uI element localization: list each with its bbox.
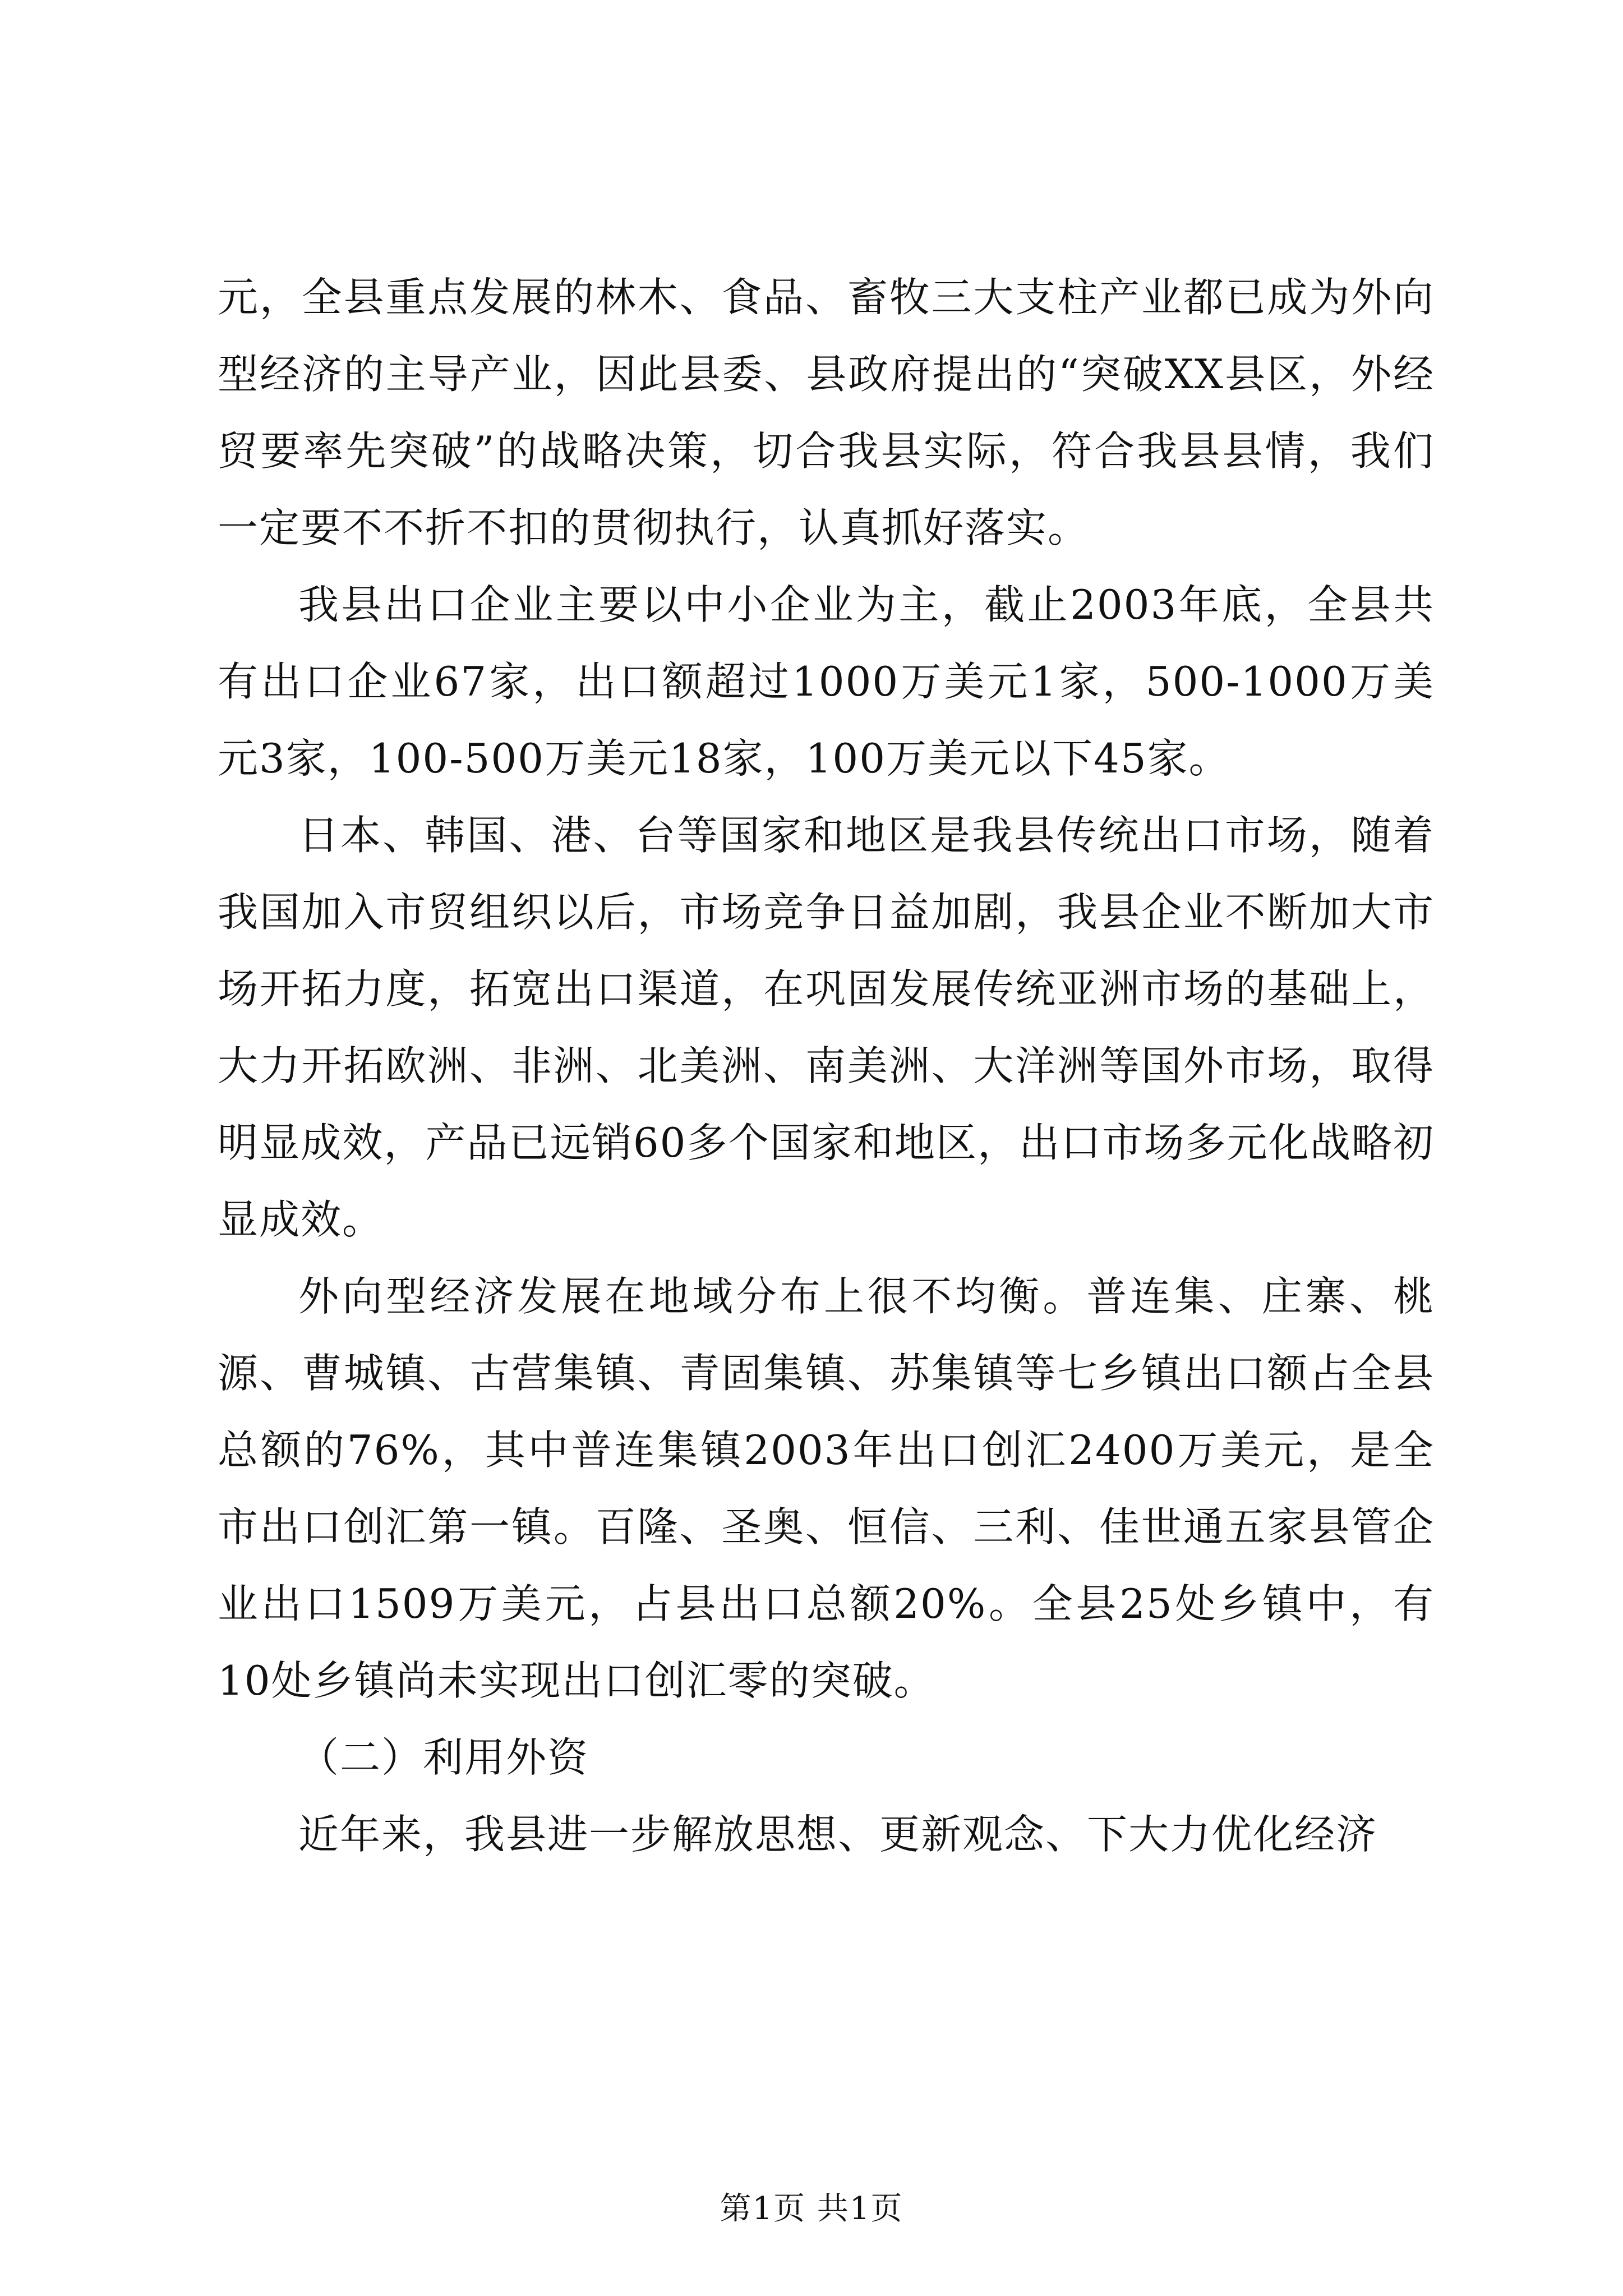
- page-footer: 第1页 共1页: [720, 2191, 903, 2227]
- document-body: [218, 259, 1435, 1873]
- paragraph-regional-distribution: 外向型经济发展在地域分布上很不均衡。普连集、庄寨、桃源、曹城镇、古营集镇、青固集镇、苏集镇等七乡镇出口额占全县总额的76%，其中普连集镇2003年出口创汇2400万美元，是全市出口创汇第一镇。百隆、圣奥、恒信、三利、佳世通五家县管企业出口1509万美元，占县出口总额20%。全县25处乡镇中，有10处乡镇尚未实现出口创汇零的突破。: [218, 1273, 1435, 1704]
- paragraph-foreign-investment-intro: 近年来，我县进一步解放思想、更新观念、下大力优化经济: [298, 1811, 1378, 1858]
- paragraph-export-markets: 日本、韩国、港、台等国家和地区是我县传统出口市场，随着我国加入市贸组织以后，市场竞争日益加剧，我县企业不断加大市场开拓力度，拓宽出口渠道，在巩固发展传统亚洲市场的基础上，大力开拓欧洲、非洲、北美洲、南美洲、大洋洲等国外市场，取得明显成效，产品已远销60多个国家和地区，出口市场多元化战略初显成效。: [218, 812, 1435, 1243]
- paragraph-export-enterprises: 我县出口企业主要以中小企业为主，截止2003年底，全县共有出口企业67家，出口额超过1000万美元1家，500-1000万美元3家，100-500万美元18家，100万美元以下45家。: [218, 581, 1435, 782]
- section-heading-foreign-investment: （二）利用外资: [298, 1734, 589, 1781]
- paragraph-continuation: 元，全县重点发展的林木、食品、畜牧三大支柱产业都已成为外向型经济的主导产业，因此县委、县政府提出的“突破XX县区，外经贸要率先突破”的战略决策，切合我县实际，符合我县县情，我们一定要不不折不扣的贯彻执行，认真抓好落实。: [218, 274, 1435, 551]
